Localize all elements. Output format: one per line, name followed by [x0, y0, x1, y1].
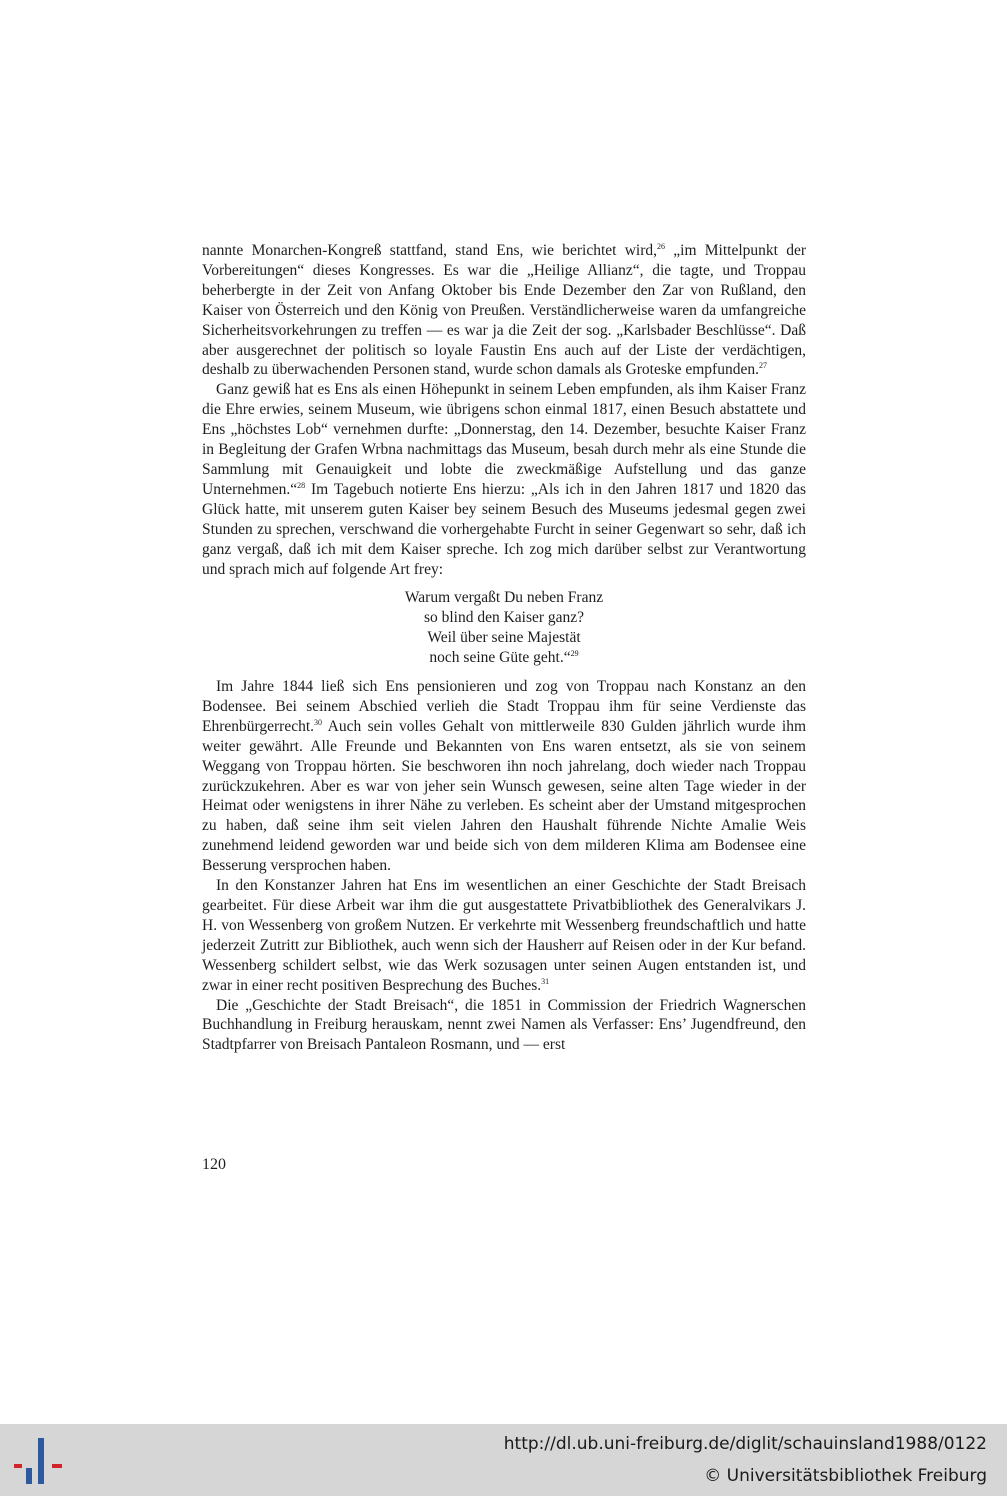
paragraph-text: nannte Monarchen-Kongreß stattfand, stand Ens, wie berichtet wird, — [202, 242, 658, 259]
paragraph-text: Im Jahre 1844 ließ sich Ens pensionieren und zog von Troppau nach Konstanz an den Bodensee. Bei seinem Abschied verlieh die Stadt Troppau ihm für seine Verdienste das Ehrenbürgerrecht. — [202, 678, 806, 735]
poem-line — [202, 628, 806, 648]
paragraph-text: Auch sein volles Gehalt von mittlerweile 830 Gulden jährlich wurde ihm weiter gewährt. Alle Freunde und Bekannten von Ens waren entsetzt, als sie von seinem Weggang von Troppau hörten. Sie beschworen ihn noch jahrelang, doch wieder nach Troppau zurückzukehren. Aber es war von jeher sein Wunsch gewesen, seine alten Tage wieder in der Heimat oder wenigstens in ihrer Nähe zu verleben. Es scheint aber der Umstand mitgesprochen zu haben, daß seine ihm seit vielen Jahren den Haushalt führende Nichte Amalie Weis zunehmend leidend geworden war und beide sich von dem milderen Klima am Bodensee eine Besserung versprochen haben. — [202, 717, 806, 875]
paragraph-text: Ganz gewiß hat es Ens als einen Höhepunkt in seinem Leben empfunden, als ihm Kaiser Franz die Ehre erwies, seinem Museum, wie übrigens schon einmal 1817, einen Besuch abstattete und Ens „höchstes Lob“ vernehmen durfte: „Donnerstag, den 14. Dezember, besuchte Kaiser Franz in Begleitung der Grafen Wrbna nachmittags das Museum, besah durch mehr als eine Stunde die Sammlung mit Genauigkeit und lobte die zweckmäßige Aufstellung und das ganze Unternehmen.“ — [202, 381, 806, 498]
footnote-marker: 28 — [297, 480, 306, 490]
poem-line-text: Weil über seine Majestät — [427, 629, 581, 647]
body-text — [202, 241, 806, 1055]
paragraphs-before-poem — [202, 241, 806, 579]
paragraph — [202, 677, 806, 876]
footnote-marker: 27 — [758, 361, 767, 371]
poem-line-text: Warum vergaßt Du neben Franz — [404, 589, 604, 607]
paragraph — [202, 241, 806, 380]
poem — [202, 588, 806, 668]
poem-line-text: so blind den Kaiser ganz? — [423, 609, 585, 627]
page-number: 120 — [202, 1156, 226, 1173]
paragraphs-after-poem — [202, 677, 806, 1055]
paragraph-text: „im Mittelpunkt der Vorbereitungen“ dieses Kongresses. Es war die „Heilige Allianz“, die tagte, und Troppau beherbergte in der Zeit von Anfang Oktober bis Ende Dezember den Zar von Rußland, den Kaiser von Österreich und den König von Preußen. Verständlicherweise waren da umfangreiche Sicherheitsvorkehrungen zu treffen — es war ja die Zeit der sog. „Karlsbader Beschlüsse“. Daß aber ausgerechnet der politisch so loyale Faustin Ens auch auf der Liste der verdächtigen, deshalb zu überwachenden Personen stand, wurde schon damals als Groteske empfunden. — [202, 242, 806, 379]
paragraph-text: Die „Geschichte der Stadt Breisach“, die 1851 in Commission der Friedrich Wagnerschen Buchhandlung in Freiburg herauskam, nennt zwei Namen als Verfasser: Ens’ Jugendfreund, den Stadtpfarrer von Breisach Pantaleon Rosmann, und — erst — [202, 996, 806, 1054]
source-url-link[interactable]: http://dl.ub.uni-freiburg.de/diglit/schauinsland1988/0122 — [503, 1434, 987, 1454]
footer-bar — [0, 1424, 1007, 1496]
poem-line — [202, 588, 806, 608]
paragraph — [202, 876, 806, 995]
paragraph — [202, 380, 806, 579]
ub-freiburg-logo-icon — [10, 1432, 66, 1488]
paragraph — [202, 996, 806, 1056]
footnote-marker: 31 — [541, 976, 550, 986]
footnote-marker: 29 — [570, 649, 579, 659]
paragraph-text: In den Konstanzer Jahren hat Ens im wesentlichen an einer Geschichte der Stadt Breisach gearbeitet. Für diese Arbeit war ihm die gut ausgestattete Privatbibliothek des Generalvikars J. H. von Wessenberg von großem Nutzen. Er verkehrte mit Wessenberg freundschaftlich und hatte jederzeit Zutritt zur Bibliothek, auch wenn sich der Hausherr auf Reisen oder in der Kur befand. Wessenberg schildert selbst, wie das Werk sozusagen unter seinen Augen entstanden ist, und zwar in einer recht positiven Besprechung des Buches. — [202, 877, 806, 994]
copyright-notice: © Universitätsbibliothek Freiburg — [704, 1466, 987, 1486]
poem-line-text: noch seine Güte geht.“ — [429, 649, 571, 667]
footnote-marker: 30 — [314, 717, 323, 727]
poem-line — [202, 648, 806, 668]
poem-line — [202, 608, 806, 628]
footnote-marker: 26 — [657, 242, 666, 251]
paragraph-text: Im Tagebuch notierte Ens hierzu: „Als ich in den Jahren 1817 und 1820 das Glück hatte, mit unserem guten Kaiser bey seinem Besuch des Museums jedesmal gegen zwei Stunden zu sprechen, verschwand die vorhergehabte Furcht in seiner Gegenwart so sehr, daß ich ganz vergaß, daß ich mit dem Kaiser spreche. Ich zog mich darüber selbst zur Verantwortung und sprach mich auf folgende Art frey: — [202, 480, 806, 578]
